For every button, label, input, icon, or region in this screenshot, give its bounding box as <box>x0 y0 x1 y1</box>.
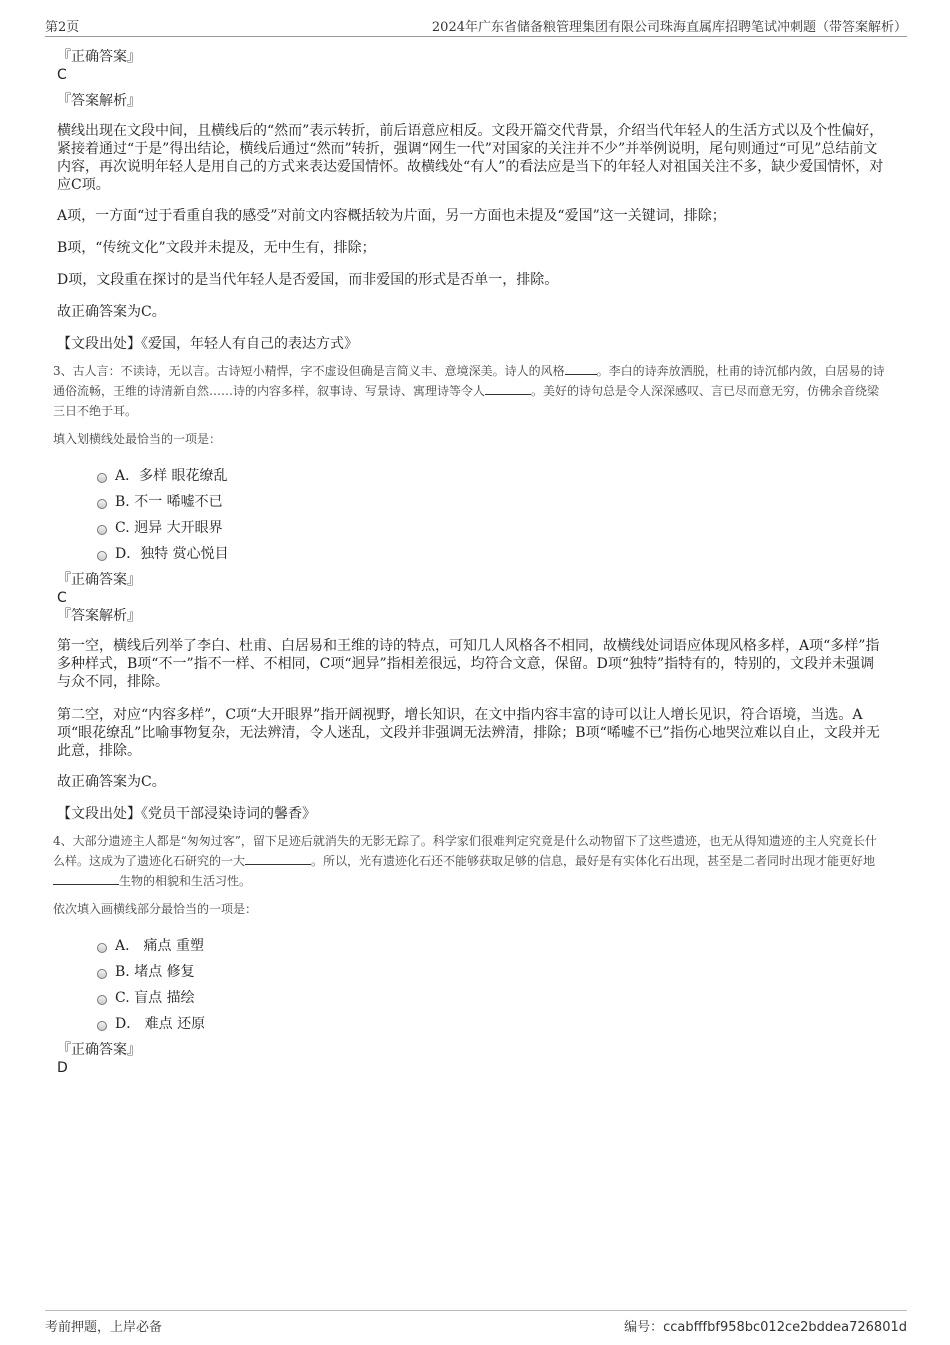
radio-icon[interactable] <box>97 525 107 535</box>
source-citation: 【文段出处】《爱国，年轻人有自己的表达方式》 <box>57 336 358 352</box>
option-d[interactable]: D． 难点 还原 <box>97 1011 885 1037</box>
question-4-stem: 4、大部分遗迹主人都是“匆匆过客”，留下足迹后就消失的无影无踪了。科学家们很难判定究竟是什么动物留下了这些遗迹，也无从得知遗迹的主人究竟长什么样。这成为了遗迹化石研究的一大 。所以，光有遗迹化石还不能够获取足够的信息，最好是有实体化石出现，甚至是二者同时出现才能更好地生物的相貌和生活习性。 <box>53 834 877 888</box>
option-c[interactable]: C. 盲点 描绘 <box>97 985 885 1011</box>
radio-icon[interactable] <box>97 499 107 509</box>
blank-1 <box>565 362 597 375</box>
option-d[interactable]: D．独特 赏心悦目 <box>97 541 885 567</box>
source-citation: 【文段出处】《党员干部浸染诗词的馨香》 <box>57 806 316 822</box>
analysis-conclusion: 故正确答案为C。 <box>57 304 166 320</box>
radio-icon[interactable] <box>97 995 107 1005</box>
analysis-paragraph: 第一空，横线后列举了李白、杜甫、白居易和王维的诗的特点，可知几人风格各不相同，故横线处词语应体现风格多样，A项“多样”指多种样式，B项“不一”指不一样、不相同，C项“迥异”指相差很远，均符合文意，保留。D项“独特”指特有的，特别的，文段并未强调与众不同，排除。 <box>57 638 880 690</box>
blank-2 <box>53 872 119 885</box>
question-3-options <box>97 463 885 567</box>
page-header <box>45 14 907 37</box>
analysis-paragraph: 第二空，对应“内容多样”，C项“大开眼界”指开阔视野，增长知识，在文中指内容丰富的诗可以让人增长见识，符合语境，当选。A项“眼花缭乱”比喻事物复杂，无法辨清，令人迷乱，文段并非强调无法辨清，排除；B项“唏嘘不已”指伤心地哭泣难以自止，文段并无此意，排除。 <box>57 707 880 759</box>
radio-icon[interactable] <box>97 1021 107 1031</box>
correct-answer-value: C <box>57 67 67 83</box>
option-b[interactable]: B. 不一 唏嘘不已 <box>97 489 885 515</box>
blank-2 <box>485 382 531 395</box>
question-4-prompt: 依次填入画横线部分最恰当的一项是： <box>53 902 258 916</box>
analysis-paragraph: 横线出现在文段中间，且横线后的“然而”表示转折，前后语意应相反。文段开篇交代背景，介绍当代年轻人的生活方式以及个性偏好，紧接着通过“于是”得出结论，横线后通过“然而”转折，强调“网生一代”对国家的关注并不少”并举例说明，尾句则通过“可见”总结前文内容，再次说明年轻人是用自己的方式来表达爱国情怀。故横线处“有人”的看法应是当下的年轻人对祖国关注不多，缺少爱国情怀，对应C项。 <box>57 123 884 193</box>
analysis-label: 『答案解析』 <box>57 93 141 109</box>
analysis-conclusion: 故正确答案为C。 <box>57 774 166 790</box>
footer-slogan: 考前押题，上岸必备 <box>45 1320 163 1335</box>
page-footer <box>45 1310 907 1335</box>
radio-icon[interactable] <box>97 551 107 561</box>
page-content <box>53 48 885 1077</box>
option-a[interactable]: A．多样 眼花缭乱 <box>97 463 885 489</box>
analysis-paragraph: A项，一方面“过于看重自我的感受”对前文内容概括较为片面，另一方面也未提及“爱国”这一关键词，排除； <box>57 208 726 224</box>
question-4-options <box>97 933 885 1037</box>
radio-icon[interactable] <box>97 473 107 483</box>
correct-answer-label: 『正确答案』 <box>57 49 141 65</box>
analysis-paragraph: D项，文段重在探讨的是当代年轻人是否爱国，而非爱国的形式是否单一，排除。 <box>57 272 559 288</box>
option-c[interactable]: C. 迥异 大开眼界 <box>97 515 885 541</box>
radio-icon[interactable] <box>97 969 107 979</box>
blank-1 <box>245 852 311 865</box>
analysis-paragraph: B项，“传统文化”文段并未提及，无中生有，排除； <box>57 240 376 256</box>
correct-answer-label: 『正确答案』 <box>57 1042 141 1058</box>
analysis-label: 『答案解析』 <box>57 608 141 624</box>
option-b[interactable]: B. 堵点 修复 <box>97 959 885 985</box>
correct-answer-value: D <box>57 1060 68 1076</box>
document-title: 2024年广东省储备粮管理集团有限公司珠海直属库招聘笔试冲刺题（带答案解析） <box>431 20 907 35</box>
question-3-stem: 3、古人言：不读诗，无以言。古诗短小精悍，字不虚设但确是言简义丰、意境深美。诗人的风格 。李白的诗奔放洒脱，杜甫的诗沉郁内敛，白居易的诗通俗流畅，王维的诗清新自然……诗的内容多样，叙事诗、写景诗、寓理诗等令人 。美好的诗句总是令人深深感叹、言已尽而意无穷，仿佛余音绕梁三日不绝于耳。 <box>53 364 885 418</box>
page-number: 第2页 <box>45 20 80 35</box>
document-id: 编号：ccabfffbf958bc012ce2bddea726801d <box>624 1320 907 1335</box>
option-a[interactable]: A． 痛点 重塑 <box>97 933 885 959</box>
question-3-prompt: 填入划横线处最恰当的一项是： <box>53 432 222 446</box>
correct-answer-label: 『正确答案』 <box>57 572 141 588</box>
correct-answer-value: C <box>57 590 67 606</box>
radio-icon[interactable] <box>97 943 107 953</box>
